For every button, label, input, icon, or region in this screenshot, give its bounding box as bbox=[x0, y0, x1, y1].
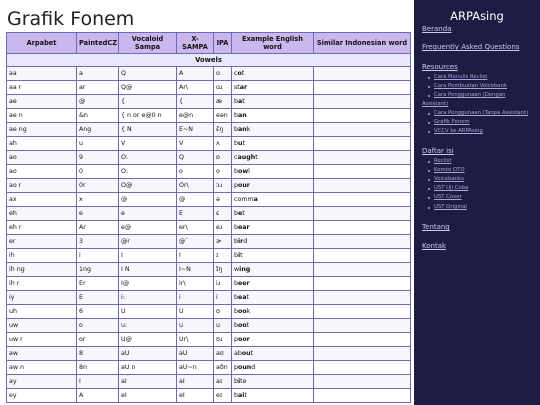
example-post-part: k bbox=[246, 308, 251, 315]
cell-ipa: ɑɹ bbox=[214, 81, 232, 95]
cell-x-sampa: Q bbox=[177, 151, 214, 165]
cell-arpabet: ae ng bbox=[7, 123, 77, 137]
cell-similar-indonesian bbox=[314, 207, 411, 221]
contents-link-ust-original[interactable]: UST Original bbox=[434, 204, 467, 210]
cell-ipa: ə bbox=[214, 193, 232, 207]
cell-x-sampa: o bbox=[177, 165, 214, 179]
column-header-similar-indonesian: Similar Indonesian word bbox=[314, 33, 411, 54]
example-bold-part: ai bbox=[238, 392, 245, 399]
table-row bbox=[7, 179, 411, 193]
cell-arpabet: aa bbox=[7, 67, 77, 81]
cell-similar-indonesian bbox=[314, 193, 411, 207]
cell-paintedcz: i bbox=[77, 249, 119, 263]
cell-example-english bbox=[232, 263, 314, 277]
cell-x-sampa: aU bbox=[177, 347, 214, 361]
cell-vocaloid-sampa: u: bbox=[119, 319, 177, 333]
cell-arpabet: aw n bbox=[7, 361, 77, 375]
table-row bbox=[7, 221, 411, 235]
example-bold-part: ow bbox=[238, 168, 249, 175]
cell-vocaloid-sampa: U@ bbox=[119, 333, 177, 347]
cell-paintedcz: a bbox=[77, 67, 119, 81]
table-row bbox=[7, 67, 411, 81]
cell-example-english bbox=[232, 249, 314, 263]
cell-x-sampa: u bbox=[177, 319, 214, 333]
column-header-vocaloid-sampa: Vocaloid Sampa bbox=[119, 33, 177, 54]
example-pre-part: p bbox=[234, 364, 238, 371]
column-header-arpabet: Arpabet bbox=[7, 33, 77, 54]
cell-paintedcz: @ bbox=[77, 95, 119, 109]
cell-x-sampa: A bbox=[177, 67, 214, 81]
contents-link-ust-uji-coba[interactable]: UST Uji Coba bbox=[434, 185, 469, 191]
cell-ipa: aɪ bbox=[214, 375, 232, 389]
example-post-part: t bbox=[242, 210, 245, 217]
cell-similar-indonesian bbox=[314, 263, 411, 277]
column-header-x-sampa: X-SAMPA bbox=[177, 33, 214, 54]
cell-vocaloid-sampa: eI bbox=[119, 389, 177, 403]
cell-example-english bbox=[232, 151, 314, 165]
cell-arpabet: ao bbox=[7, 151, 77, 165]
cell-vocaloid-sampa: aU n bbox=[119, 361, 177, 375]
cell-similar-indonesian bbox=[314, 221, 411, 235]
cell-x-sampa: E bbox=[177, 207, 214, 221]
cell-example-english bbox=[232, 235, 314, 249]
nav-link-faq[interactable]: Frequently Asked Questions bbox=[422, 43, 520, 51]
cell-paintedcz: 3 bbox=[77, 235, 119, 249]
cell-vocaloid-sampa: O: bbox=[119, 151, 177, 165]
example-bold-part: oun bbox=[238, 364, 252, 371]
example-pre-part: b bbox=[234, 308, 238, 315]
cell-vocaloid-sampa: U bbox=[119, 305, 177, 319]
cell-vocaloid-sampa: { bbox=[119, 95, 177, 109]
cell-vocaloid-sampa: { n or e@0 n bbox=[119, 109, 177, 123]
resource-link-assistant-cont[interactable]: Assistant) bbox=[422, 101, 449, 107]
cell-vocaloid-sampa: Q bbox=[119, 67, 177, 81]
example-post-part: t bbox=[246, 322, 250, 329]
example-post-part: l bbox=[248, 168, 250, 175]
example-bold-part: o bbox=[237, 70, 242, 77]
cell-example-english bbox=[232, 193, 314, 207]
resource-link-voicebank[interactable]: Cara Pembuatan Voicebank bbox=[434, 83, 507, 89]
cell-similar-indonesian bbox=[314, 291, 411, 305]
cell-paintedcz: ar bbox=[77, 81, 119, 95]
cell-example-english bbox=[232, 375, 314, 389]
cell-ipa: ɪ bbox=[214, 249, 232, 263]
cell-example-english bbox=[232, 389, 314, 403]
example-pre-part: b bbox=[234, 280, 238, 287]
resource-link-assistant[interactable]: Cara Penggunaan (Dengan bbox=[434, 92, 506, 98]
example-post-part: t bbox=[255, 154, 258, 161]
example-pre-part: st bbox=[234, 84, 240, 91]
table-header-row bbox=[7, 33, 411, 54]
table-row bbox=[7, 291, 411, 305]
cell-ipa: ɛ̃ŋ bbox=[214, 123, 232, 137]
column-header-ipa: IPA bbox=[214, 33, 232, 54]
resource-link-reclist[interactable]: Cara Menulis Reclist bbox=[434, 74, 488, 80]
cell-arpabet: aw bbox=[7, 347, 77, 361]
cell-similar-indonesian bbox=[314, 333, 411, 347]
cell-ipa: o bbox=[214, 165, 232, 179]
example-bold-part: ea bbox=[238, 294, 247, 301]
cell-arpabet: ah bbox=[7, 137, 77, 151]
cell-similar-indonesian bbox=[314, 361, 411, 375]
cell-x-sampa: e@n bbox=[177, 109, 214, 123]
example-post-part: d bbox=[251, 364, 256, 371]
cell-x-sampa: @` bbox=[177, 235, 214, 249]
cell-similar-indonesian bbox=[314, 305, 411, 319]
cell-example-english bbox=[232, 333, 314, 347]
cell-example-english bbox=[232, 123, 314, 137]
cell-paintedcz: Er bbox=[77, 277, 119, 291]
cell-example-english bbox=[232, 277, 314, 291]
cell-similar-indonesian bbox=[314, 81, 411, 95]
example-bold-part: ing bbox=[239, 266, 251, 273]
cell-arpabet: ey bbox=[7, 389, 77, 403]
cell-example-english bbox=[232, 291, 314, 305]
cell-ipa: ɪ̃ŋ bbox=[214, 263, 232, 277]
example-pre-part: b bbox=[234, 322, 238, 329]
cell-arpabet: aa r bbox=[7, 81, 77, 95]
cell-similar-indonesian bbox=[314, 375, 411, 389]
cell-similar-indonesian bbox=[314, 235, 411, 249]
cell-example-english bbox=[232, 165, 314, 179]
cell-example-english bbox=[232, 95, 314, 109]
table-row bbox=[7, 333, 411, 347]
table-row bbox=[7, 263, 411, 277]
example-post-part: d bbox=[243, 238, 248, 245]
cell-x-sampa: aI bbox=[177, 375, 214, 389]
example-pre-part: b bbox=[234, 392, 238, 399]
example-bold-part: oo bbox=[238, 308, 247, 315]
cell-paintedcz: 0 bbox=[77, 165, 119, 179]
cell-similar-indonesian bbox=[314, 109, 411, 123]
cell-x-sampa: V bbox=[177, 137, 214, 151]
cell-similar-indonesian bbox=[314, 165, 411, 179]
cell-similar-indonesian bbox=[314, 389, 411, 403]
cell-similar-indonesian bbox=[314, 347, 411, 361]
cell-vocaloid-sampa: O@ bbox=[119, 179, 177, 193]
cell-x-sampa: ir\ bbox=[177, 277, 214, 291]
example-pre-part: c bbox=[234, 154, 238, 161]
cell-x-sampa: Ur\ bbox=[177, 333, 214, 347]
contents-link-ust-cover[interactable]: UST Cover bbox=[434, 194, 462, 200]
cell-vocaloid-sampa: Q@ bbox=[119, 81, 177, 95]
table-row bbox=[7, 235, 411, 249]
table-row bbox=[7, 277, 411, 291]
cell-vocaloid-sampa: @r bbox=[119, 235, 177, 249]
example-bold-part: eer bbox=[238, 280, 250, 287]
example-pre-part: b bbox=[234, 252, 238, 259]
cell-similar-indonesian bbox=[314, 67, 411, 81]
cell-similar-indonesian bbox=[314, 137, 411, 151]
example-pre-part: ab bbox=[234, 350, 242, 357]
table-row bbox=[7, 81, 411, 95]
cell-paintedcz: 8 bbox=[77, 347, 119, 361]
cell-arpabet: ax bbox=[7, 193, 77, 207]
cell-vocaloid-sampa: V bbox=[119, 137, 177, 151]
cell-vocaloid-sampa: O: bbox=[119, 165, 177, 179]
cell-arpabet: uw bbox=[7, 319, 77, 333]
example-pre-part: w bbox=[234, 266, 240, 273]
cell-paintedcz: Ar bbox=[77, 221, 119, 235]
example-post-part: t bbox=[246, 294, 250, 301]
section-label: Vowels bbox=[7, 54, 411, 67]
example-post-part: t bbox=[242, 98, 245, 105]
example-bold-part: ar bbox=[239, 84, 248, 91]
cell-vocaloid-sampa: I bbox=[119, 249, 177, 263]
cell-arpabet: ay bbox=[7, 375, 77, 389]
cell-ipa: aʊ bbox=[214, 347, 232, 361]
nav-link-kontak[interactable]: Kontak bbox=[422, 242, 447, 250]
cell-x-sampa: i bbox=[177, 291, 214, 305]
cell-example-english bbox=[232, 319, 314, 333]
example-post-part: te bbox=[240, 378, 247, 385]
example-pre-part: b bbox=[234, 140, 238, 147]
cell-vocaloid-sampa: e@ bbox=[119, 221, 177, 235]
example-bold-part: ear bbox=[238, 224, 250, 231]
example-post-part: t bbox=[250, 350, 254, 357]
example-post-part: t bbox=[240, 252, 243, 259]
cell-ipa: i bbox=[214, 291, 232, 305]
contents-link-voicebanks[interactable]: Voicebanks bbox=[434, 176, 464, 182]
cell-vocaloid-sampa: aI bbox=[119, 375, 177, 389]
example-bold-part: oo bbox=[238, 322, 247, 329]
page-title: Grafik Fonem bbox=[7, 8, 135, 30]
cell-example-english bbox=[232, 347, 314, 361]
example-post-part: t bbox=[241, 70, 245, 77]
cell-arpabet: ae n bbox=[7, 109, 77, 123]
cell-ipa: ɚ bbox=[214, 235, 232, 249]
example-bold-part: an bbox=[238, 126, 247, 133]
cell-vocaloid-sampa: I N bbox=[119, 263, 177, 277]
cell-similar-indonesian bbox=[314, 123, 411, 137]
cell-arpabet: er bbox=[7, 235, 77, 249]
table-row bbox=[7, 165, 411, 179]
table-row bbox=[7, 193, 411, 207]
table-row bbox=[7, 305, 411, 319]
example-post-part: t bbox=[244, 392, 247, 399]
cell-arpabet: ih r bbox=[7, 277, 77, 291]
cell-vocaloid-sampa: aU bbox=[119, 347, 177, 361]
cell-arpabet: eh bbox=[7, 207, 77, 221]
column-header-paintedcz: PaintedCZ bbox=[77, 33, 119, 54]
cell-x-sampa: Ar\ bbox=[177, 81, 214, 95]
nav-link-tentang[interactable]: Tentang bbox=[422, 223, 450, 231]
cell-ipa: ʊɹ bbox=[214, 333, 232, 347]
column-header-example-english: Example English word bbox=[232, 33, 314, 54]
cell-paintedcz: A bbox=[77, 389, 119, 403]
cell-x-sampa: eI bbox=[177, 389, 214, 403]
cell-paintedcz: or bbox=[77, 333, 119, 347]
cell-similar-indonesian bbox=[314, 179, 411, 193]
table-row bbox=[7, 249, 411, 263]
cell-arpabet: ao r bbox=[7, 179, 77, 193]
example-bold-part: u bbox=[238, 140, 243, 147]
cell-ipa: æ bbox=[214, 95, 232, 109]
section-row-vowels bbox=[7, 54, 411, 67]
cell-arpabet: ih ng bbox=[7, 263, 77, 277]
example-post-part: k bbox=[246, 126, 251, 133]
cell-arpabet: ih bbox=[7, 249, 77, 263]
cell-ipa: ɒ bbox=[214, 151, 232, 165]
cell-vocaloid-sampa: e bbox=[119, 207, 177, 221]
cell-paintedcz: &n bbox=[77, 109, 119, 123]
cell-x-sampa: { bbox=[177, 95, 214, 109]
example-pre-part: b bbox=[234, 294, 238, 301]
cell-ipa: ɛ bbox=[214, 207, 232, 221]
cell-similar-indonesian bbox=[314, 319, 411, 333]
table-row bbox=[7, 319, 411, 333]
example-bold-part: an bbox=[238, 112, 247, 119]
cell-example-english bbox=[232, 137, 314, 151]
example-pre-part: p bbox=[234, 182, 238, 189]
nav-link-resources[interactable]: Resources bbox=[422, 63, 458, 71]
cell-x-sampa: E~N bbox=[177, 123, 214, 137]
nav-link-daftar-isi[interactable]: Daftar isi bbox=[422, 147, 454, 155]
example-pre-part: b bbox=[234, 210, 238, 217]
cell-x-sampa: I~N bbox=[177, 263, 214, 277]
cell-example-english bbox=[232, 109, 314, 123]
cell-ipa: eɪ bbox=[214, 389, 232, 403]
example-bold-part: ir bbox=[238, 238, 244, 245]
cell-arpabet: uh bbox=[7, 305, 77, 319]
cell-vocaloid-sampa: { N bbox=[119, 123, 177, 137]
cell-arpabet: uw r bbox=[7, 333, 77, 347]
cell-paintedcz: u bbox=[77, 137, 119, 151]
cell-arpabet: ao bbox=[7, 165, 77, 179]
example-bold-part: oor bbox=[238, 336, 250, 343]
cell-x-sampa: Or\ bbox=[177, 179, 214, 193]
table-row bbox=[7, 95, 411, 109]
example-pre-part: p bbox=[234, 336, 238, 343]
example-bold-part: ou bbox=[241, 350, 251, 357]
cell-ipa: ɔɹ bbox=[214, 179, 232, 193]
cell-ipa: iɹ bbox=[214, 277, 232, 291]
example-pre-part: b bbox=[234, 112, 238, 119]
cell-ipa: ʌ bbox=[214, 137, 232, 151]
cell-ipa: eən bbox=[214, 109, 232, 123]
contents-link-komisi-oto[interactable]: Komisi OTO bbox=[434, 167, 465, 173]
cell-similar-indonesian bbox=[314, 151, 411, 165]
cell-arpabet: iy bbox=[7, 291, 77, 305]
table-row bbox=[7, 109, 411, 123]
example-bold-part: augh bbox=[237, 154, 256, 161]
resource-link-grafik-fonem[interactable]: Grafik Fonem bbox=[434, 119, 470, 125]
cell-x-sampa: @ bbox=[177, 193, 214, 207]
example-pre-part: b bbox=[234, 98, 238, 105]
cell-paintedcz: 1ng bbox=[77, 263, 119, 277]
cell-paintedcz: x bbox=[77, 193, 119, 207]
table-row bbox=[7, 123, 411, 137]
cell-paintedcz: e bbox=[77, 207, 119, 221]
cell-paintedcz: I bbox=[77, 375, 119, 389]
cell-example-english bbox=[232, 305, 314, 319]
cell-similar-indonesian bbox=[314, 249, 411, 263]
example-bold-part: e bbox=[238, 210, 243, 217]
cell-similar-indonesian bbox=[314, 95, 411, 109]
example-pre-part: b bbox=[234, 378, 238, 385]
example-bold-part: a bbox=[238, 98, 243, 105]
example-pre-part: b bbox=[234, 238, 238, 245]
table-row bbox=[7, 375, 411, 389]
cell-ipa: eɹ bbox=[214, 221, 232, 235]
example-pre-part: b bbox=[234, 126, 238, 133]
example-pre-part: c bbox=[234, 70, 238, 77]
cell-paintedcz: 0r bbox=[77, 179, 119, 193]
cell-paintedcz: o bbox=[77, 319, 119, 333]
cell-vocaloid-sampa: @ bbox=[119, 193, 177, 207]
site-brand: ARPAsing bbox=[450, 9, 504, 23]
cell-ipa: ɑ bbox=[214, 67, 232, 81]
cell-paintedcz: E bbox=[77, 291, 119, 305]
cell-similar-indonesian bbox=[314, 277, 411, 291]
cell-ipa: u bbox=[214, 319, 232, 333]
cell-example-english bbox=[232, 207, 314, 221]
example-bold-part: a bbox=[253, 196, 258, 203]
example-bold-part: i bbox=[238, 378, 241, 385]
cell-x-sampa: er\ bbox=[177, 221, 214, 235]
cell-ipa: aʊ̃n bbox=[214, 361, 232, 375]
example-pre-part: b bbox=[234, 168, 238, 175]
cell-ipa: ʊ bbox=[214, 305, 232, 319]
phoneme-table bbox=[6, 32, 411, 403]
example-bold-part: our bbox=[238, 182, 250, 189]
cell-paintedcz: Ang bbox=[77, 123, 119, 137]
table-row bbox=[7, 361, 411, 375]
example-bold-part: i bbox=[238, 252, 241, 259]
cell-paintedcz: 6 bbox=[77, 305, 119, 319]
cell-paintedcz: 8n bbox=[77, 361, 119, 375]
table-row bbox=[7, 151, 411, 165]
resource-link-vccv[interactable]: VCCV ke ARPAsing bbox=[434, 128, 483, 134]
example-post-part: t bbox=[242, 140, 245, 147]
cell-example-english bbox=[232, 81, 314, 95]
example-pre-part: b bbox=[234, 224, 238, 231]
cell-example-english bbox=[232, 179, 314, 193]
table-row bbox=[7, 207, 411, 221]
cell-x-sampa: U bbox=[177, 305, 214, 319]
cell-example-english bbox=[232, 221, 314, 235]
nav-link-beranda[interactable]: Beranda bbox=[422, 25, 452, 33]
cell-x-sampa: I bbox=[177, 249, 214, 263]
resource-link-no-assistant[interactable]: Cara Penggunaan (Tanpa Assistant) bbox=[434, 110, 529, 116]
cell-vocaloid-sampa: i: bbox=[119, 291, 177, 305]
cell-x-sampa: aU~n bbox=[177, 361, 214, 375]
cell-arpabet: eh r bbox=[7, 221, 77, 235]
table-row bbox=[7, 389, 411, 403]
table-row bbox=[7, 347, 411, 361]
cell-example-english bbox=[232, 67, 314, 81]
cell-example-english bbox=[232, 361, 314, 375]
contents-link-reclist[interactable]: Reclist bbox=[434, 158, 452, 164]
cell-vocaloid-sampa: I@ bbox=[119, 277, 177, 291]
cell-paintedcz: 9 bbox=[77, 151, 119, 165]
sidebar bbox=[414, 0, 540, 405]
table-row bbox=[7, 137, 411, 151]
example-pre-part: comm bbox=[234, 196, 254, 203]
cell-arpabet: ae bbox=[7, 95, 77, 109]
